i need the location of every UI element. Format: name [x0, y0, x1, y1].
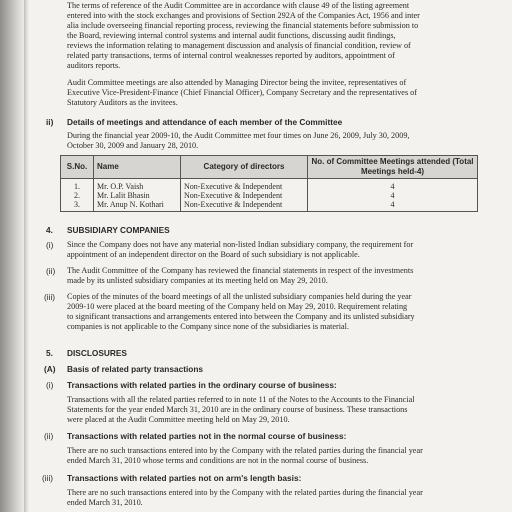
cell-attended: 4	[308, 200, 478, 212]
paragraph-line: October 30, 2009 and January 28, 2010.	[67, 141, 199, 150]
section-heading: Details of meetings and attendance of each member of the Committee	[67, 117, 343, 127]
committee-attendance-table	[60, 155, 478, 212]
item-number: (i)	[46, 240, 54, 250]
paragraph-line: The terms of reference of the Audit Committee are in accordance with clause 49 of the listing agreement	[67, 1, 410, 10]
subsidiary-item-i	[67, 240, 472, 260]
paragraph-line: During the financial year 2009-10, the Audit Committee met four times on June 26, 2009, July 30, 2009,	[67, 131, 410, 140]
attendance-paragraph	[67, 78, 472, 108]
section-number: 5.	[46, 348, 53, 358]
item-heading: Transactions with related parties in the ordinary course of business:	[67, 380, 337, 390]
paragraph-line: Copies of the minutes of the board meetings of all the unlisted subsidiary companies held during the year	[67, 292, 412, 301]
section-number: ii)	[46, 117, 54, 127]
col-category-header: Category of directors	[181, 156, 308, 179]
disclosure-item-ii	[67, 446, 472, 466]
cell-sno: 1.	[61, 179, 94, 192]
cell-category: Non-Executive & Independent	[181, 191, 308, 200]
paragraph-line: made by its unlisted subsidiary companies at its meeting held on May 29, 2010.	[67, 276, 328, 285]
paragraph-line: to significant transactions and arrangements entered into between the Company and its unlisted subsidiary	[67, 312, 415, 321]
table-row	[61, 200, 478, 212]
subsidiary-item-iii	[67, 292, 472, 332]
paragraph-line: companies is not applicable to the Company since none of the subsidiaries is material.	[67, 322, 349, 331]
paragraph-line: related party transactions, terms of internal control weaknesses reported by auditors, appointment of	[67, 51, 395, 60]
table-row	[61, 179, 478, 192]
paragraph-line: were placed at the Audit Committee meeting held on May 29, 2010.	[67, 415, 290, 424]
section-heading: SUBSIDIARY COMPANIES	[67, 225, 170, 235]
paragraph-line: appointment of an independent director on the Board of such subsidiary is not applicable.	[67, 250, 360, 259]
cell-attended: 4	[308, 179, 478, 192]
item-number: (iii)	[44, 292, 56, 302]
item-heading: Transactions with related parties not on arm's length basis:	[67, 473, 302, 483]
subsection-heading: Basis of related party transactions	[67, 364, 204, 374]
cell-category: Non-Executive & Independent	[181, 179, 308, 192]
paragraph-line: alia include overseeing financial reporting process, reviewing the financial statements before submission to	[67, 21, 419, 30]
paragraph-line: 2009-10 were placed at the board meeting of the Company held on May 29, 2010. Requirement relating	[67, 302, 408, 311]
disclosure-item-iii	[67, 488, 472, 508]
table-row	[61, 191, 478, 200]
cell-name: Mr. Lalit Bhasin	[94, 191, 181, 200]
paragraph-line: Statements for the year ended March 31, 2010 are in the ordinary course of business. These transactions	[67, 405, 408, 414]
paragraph-line: The Audit Committee of the Company has reviewed the financial statements in respect of the investments	[67, 266, 414, 275]
cell-sno: 2.	[61, 191, 94, 200]
page-crease	[24, 0, 29, 512]
audit-terms-paragraph	[67, 1, 472, 71]
section-number: 4.	[46, 225, 53, 235]
paragraph-line: Since the Company does not have any material non-listed Indian subsidiary company, the requirement for	[67, 240, 414, 249]
item-number: (i)	[46, 380, 54, 390]
paragraph-line: entered into with the stock exchanges and provisions of Section 292A of the Companies Act, 1956 and inter	[67, 11, 420, 20]
page-edge-shadow	[0, 0, 26, 512]
meetings-paragraph	[67, 131, 472, 151]
item-number: (ii)	[44, 431, 54, 441]
table-header-row	[61, 156, 478, 179]
paragraph-line: There are no such transactions entered into by the Company with the related parties during the financial year	[67, 488, 423, 497]
paragraph-line: There are no such transactions entered into by the Company with the related parties during the financial year	[67, 446, 423, 455]
paragraph-line: Audit Committee meetings are also attended by Managing Director being the invitee, representatives of	[67, 78, 407, 87]
paragraph-line: Executive Vice-President-Finance (Chief Financial Officer), Company Secretary and the representatives of	[67, 88, 417, 97]
paragraph-line: auditors reports.	[67, 61, 121, 70]
paragraph-line: ended March 31, 2010.	[67, 498, 143, 507]
cell-category: Non-Executive & Independent	[181, 200, 308, 212]
paragraph-line: reviews the information relating to management discussion and analysis of financial condition, review of	[67, 41, 411, 50]
paragraph-line: Statutory Auditors as the invitees.	[67, 98, 178, 107]
cell-name: Mr. O.P. Vaish	[94, 179, 181, 192]
cell-attended: 4	[308, 191, 478, 200]
col-attended-header: No. of Committee Meetings attended (Total Meetings held-4)	[308, 156, 478, 179]
disclosure-item-i	[67, 395, 472, 425]
paragraph-line: the Board, reviewing internal control systems and internal audit functions, discussing audit findings,	[67, 31, 396, 40]
item-number: (iii)	[42, 473, 54, 483]
section-heading: DISCLOSURES	[67, 348, 127, 358]
cell-sno: 3.	[61, 200, 94, 212]
subsidiary-item-ii	[67, 266, 472, 286]
item-heading: Transactions with related parties not in the normal course of business:	[67, 431, 347, 441]
paragraph-line: Transactions with all the related parties referred to in note 11 of the Notes to the Accounts to the Financial	[67, 395, 415, 404]
col-sno-header: S.No.	[61, 156, 94, 179]
cell-name: Mr. Anup N. Kothari	[94, 200, 181, 212]
paragraph-line: ended March 31, 2010 whose terms and conditions are not in the normal course of business.	[67, 456, 369, 465]
col-name-header: Name	[94, 156, 181, 179]
subsection-number: (A)	[44, 364, 56, 374]
item-number: (ii)	[46, 266, 56, 276]
